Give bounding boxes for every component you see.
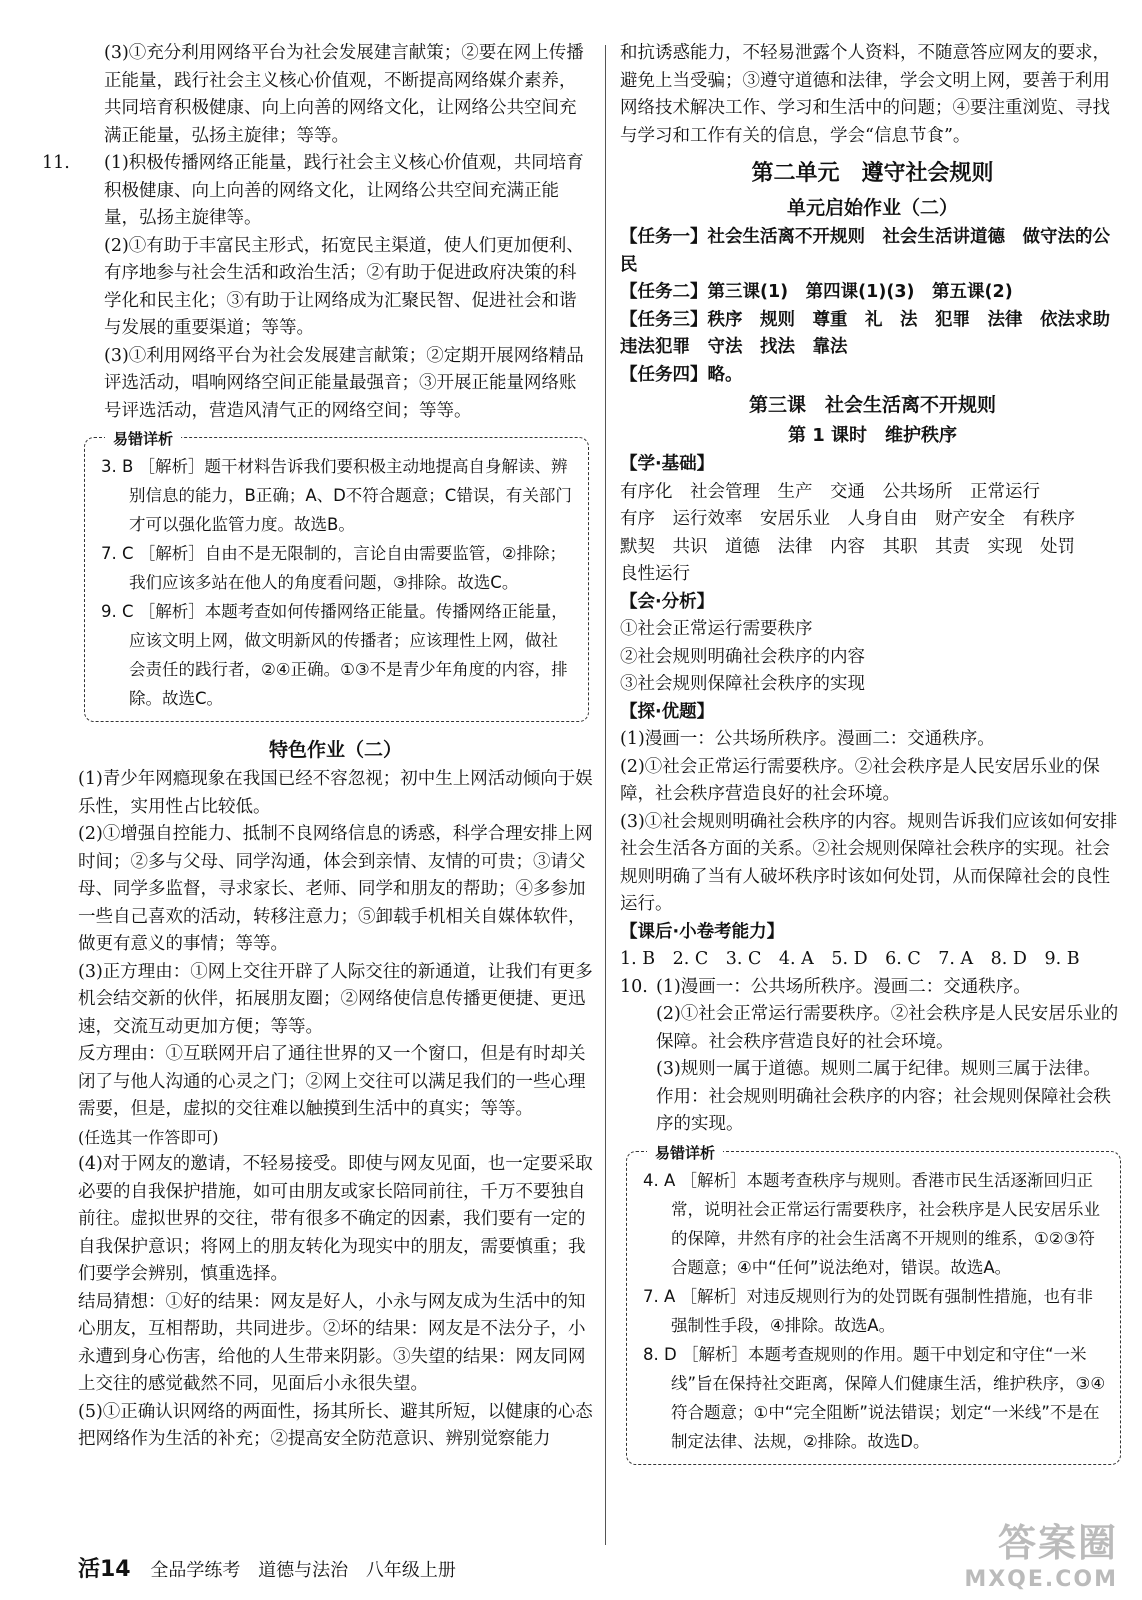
paragraph: 结局猜想：①好的结果：网友是好人，小永与网友成为生活中的知心朋友，互相帮助，共同进步。②坏的结果：网友是不法分子，小永遭到身心伤害，给他的人生带来阴影。③失望的结果：网友同网上交往的感觉截然不同，见面后小永很失望。 (78, 1291, 586, 1394)
page-number: 活14 (78, 1557, 131, 1582)
paragraph: (3)①社会规则明确社会秩序的内容。规则告诉我们应该如何安排社会生活各方面的关系。②社会规则保障社会秩序的实现。社会规则明确了当有人破坏秩序时该如何处罚，从而保障社会的良性运行。 (620, 811, 1118, 914)
question-11 (42, 150, 593, 425)
question-10 (620, 974, 1125, 1139)
paragraph: (3)①充分利用网络平台为社会发展建言献策；②要在网上传播正能量，践行社会主义核心价值观，不断提高网络媒介素养，共同培育积极健康、向上向善的网络文化，让网络公共空间充满正能量，弘扬主旋律；等等。 (104, 43, 584, 146)
brand-name: 全品学练考 (150, 1560, 241, 1581)
section-heading: 【课后·小卷考能力】 (620, 921, 785, 942)
paragraph: (3)正方理由：①网上交往开辟了人际交往的新通道，让我们有更多机会结交新的伙伴，拓展朋友圈；②网络使信息传播更便捷、更迅速，交流互动更加方便；等等。 (78, 961, 593, 1037)
paragraph: (1)青少年网瘾现象在我国已经不容忽视；初中生上网活动倾向于娱乐性，实用性占比较低。 (78, 769, 593, 817)
task-line: 【任务一】社会生活离不开规则 社会生活讲道德 做守法的公民 (620, 227, 1110, 275)
analysis-item: 9. C ［解析］本题考查如何传播网络正能量。传播网络正能量，应该文明上网，做文明新风的传播者；应该理性上网，做社会责任的践行者，②④正确。①③不是青少年角度的内容，排除。故选C。 (101, 602, 568, 708)
section-heading: 【探·优题】 (620, 701, 715, 722)
column-divider (605, 45, 606, 1545)
box-title: 易错详析 (647, 1139, 723, 1168)
answer-line: ①社会正常运行需要秩序 (620, 619, 813, 639)
left-column (42, 40, 593, 1454)
task-line: 【任务四】略。 (620, 364, 743, 385)
paragraph: 反方理由：①互联网开启了通往世界的又一个窗口，但是有时却关闭了与他人沟通的心灵之门；②网上交往可以满足我们的一些心理需要，但是，虚拟的交往难以触摸到生活中的真实；等等。 (78, 1044, 586, 1119)
analysis-item: 7. C ［解析］自由不是无限制的，言论自由需要监管，②排除；我们应该多站在他人的角度看问题，③排除。故选C。 (101, 544, 567, 592)
paragraph: (3)规则一属于道德。规则二属于纪律。规则三属于法律。 (656, 1059, 1101, 1079)
paragraph: 作用：社会规则明确社会秩序的内容；社会规则保障社会秩序的实现。 (656, 1086, 1111, 1134)
question-number: 11. (42, 153, 70, 173)
section-heading: 【学·基础】 (620, 454, 715, 474)
right-column (620, 40, 1128, 1477)
answer-line: 有序化 社会管理 生产 交通 公共场所 正常运行 (620, 481, 1040, 502)
unit-title: 第二单元 遵守社会规则 (751, 161, 994, 186)
analysis-item: 7. A ［解析］对违反规则行为的处罚既有强制性措施，也有非强制性手段，④排除。故选A。 (643, 1286, 1094, 1335)
task-line: 【任务二】第三课(1) 第四课(1)(3) 第五课(2) (620, 282, 1013, 302)
question-number: 10. (620, 976, 648, 997)
watermark (964, 1512, 1118, 1592)
paragraph: (4)对于网友的邀请，不轻易接受。即使与网友见面，也一定要采取必要的自我保护措施，如可由朋友或家长陪同前往，千万不要独自前往。虚拟世界的交往，带有很多不确定的因素，我们要有一定的自我保护意识；将网上的朋友转化为现实中的朋友，需要慎重；我们要学会辨别，慎重选择。 (78, 1154, 593, 1284)
section-heading: 【会·分析】 (620, 591, 715, 612)
paragraph: (5)①正确认识网络的两面性，扬其所长、避其所短，以健康的心态把网络作为生活的补充；②提高安全防范意识、辨别觉察能力 (78, 1401, 593, 1449)
answer-line: 默契 共识 道德 法律 内容 其职 其责 实现 处罚 (620, 536, 1075, 557)
section-title: 特色作业（二） (268, 739, 402, 761)
paragraph: (2)①社会正常运行需要秩序。②社会秩序是人民安居乐业的保障，社会秩序营造良好的社会环境。 (620, 756, 1100, 804)
watermark-line: 答案圈 (997, 1521, 1118, 1565)
paragraph: (2)①有助于丰富民主形式，拓宽民主渠道，使人们更加便利、有序地参与社会生活和政治生活；②有助于促进政府决策的科学化和民主化；③有助于让网络成为汇聚民智、促进社会和谐与发展的重要渠道；等等。 (104, 235, 584, 338)
page-footer (78, 1552, 468, 1583)
box-title: 易错详析 (105, 425, 181, 454)
paragraph: (1)漫画一：公共场所秩序。漫画二：交通秩序。 (620, 729, 995, 749)
analysis-item: 3. B ［解析］题干材料告诉我们要积极主动地提高自身解读、辨别信息的能力，B正确；A、D不符合题意；C错误，有关部门才可以强化监管力度。故选B。 (101, 457, 572, 534)
answer-line: 良性运行 (620, 564, 690, 584)
grade-name: 八年级上册 (365, 1560, 456, 1581)
answer-line: ②社会规则明确社会秩序的内容 (620, 646, 865, 667)
error-analysis-box (84, 430, 589, 722)
analysis-item: 4. A ［解析］本题考查秩序与规则。香港市民生活逐渐回归正常，说明社会正常运行需要秩序，社会秩序是人民安居乐业的保障，井然有序的社会生活离不开规则的维系，①②③符合题意；④中“任何”说法绝对，错误。故选A。 (643, 1170, 1100, 1277)
paragraph: (1)漫画一：公共场所秩序。漫画二：交通秩序。 (656, 976, 1031, 997)
answer-line: 有序 运行效率 安居乐业 人身自由 财产安全 有秩序 (620, 509, 1075, 529)
analysis-item: 8. D ［解析］本题考查规则的作用。题干中划定和守住“一米线”旨在保持社交距离，保障人们健康生活，维护秩序，③④符合题意；①中“完全阻断”说法错误；划定“一米线”不是在制定法律、法规，②排除。故选D。 (643, 1344, 1106, 1451)
paragraph: (1)积极传播网络正能量，践行社会主义核心价值观，共同培育积极健康、向上向善的网络文化，让网络公共空间充满正能量，弘扬主旋律等。 (104, 153, 584, 228)
watermark-line: MXQE.COM (964, 1567, 1118, 1592)
lesson-title: 第三课 社会生活离不开规则 (748, 394, 996, 416)
paragraph: (2)①增强自控能力、抵制不良网络信息的诱惑，科学合理安排上网时间；②多与父母、同学沟通，体会到亲情、友情的可贵；③请父母、同学多监督，寻求家长、老师、同学和朋友的帮助；④多参加一些自己喜欢的活动，转移注意力；⑤卸载手机相关自媒体软件，做更有意义的事情；等等。 (78, 824, 593, 954)
paragraph: (任选其一作答即可) (78, 1127, 219, 1147)
paragraph: (3)①利用网络平台为社会发展建言献策；②定期开展网络精品评选活动，唱响网络空间正能量最强音；③开展正能量网络账号评选活动，营造风清气正的网络空间；等等。 (104, 345, 584, 421)
period-title: 第 1 课时 维护秩序 (787, 425, 958, 446)
error-analysis-box (626, 1143, 1121, 1465)
answer-line: ③社会规则保障社会秩序的实现 (620, 674, 865, 694)
paragraph: (2)①社会正常运行需要秩序。②社会秩序是人民安居乐业的保障。社会秩序营造良好的社会环境。 (656, 1004, 1119, 1052)
task-line: 【任务三】秩序 规则 尊重 礼 法 犯罪 法律 依法求助 违法犯罪 守法 找法 靠法 (620, 309, 1128, 357)
unit-homework-title: 单元启始作业（二） (786, 197, 958, 219)
choice-answers: 1. B 2. C 3. C 4. A 5. D 6. C 7. A 8. D 9. B (620, 949, 1080, 969)
paragraph: 和抗诱惑能力，不轻易泄露个人资料，不随意答应网友的要求，避免上当受骗；③遵守道德和法律，学会文明上网，要善于利用网络技术解决工作、学习和生活中的问题；④要注重浏览、寻找与学习和工作有关的信息，学会“信息节食”。 (620, 43, 1110, 146)
subject-name: 道德与法治 (258, 1560, 349, 1581)
